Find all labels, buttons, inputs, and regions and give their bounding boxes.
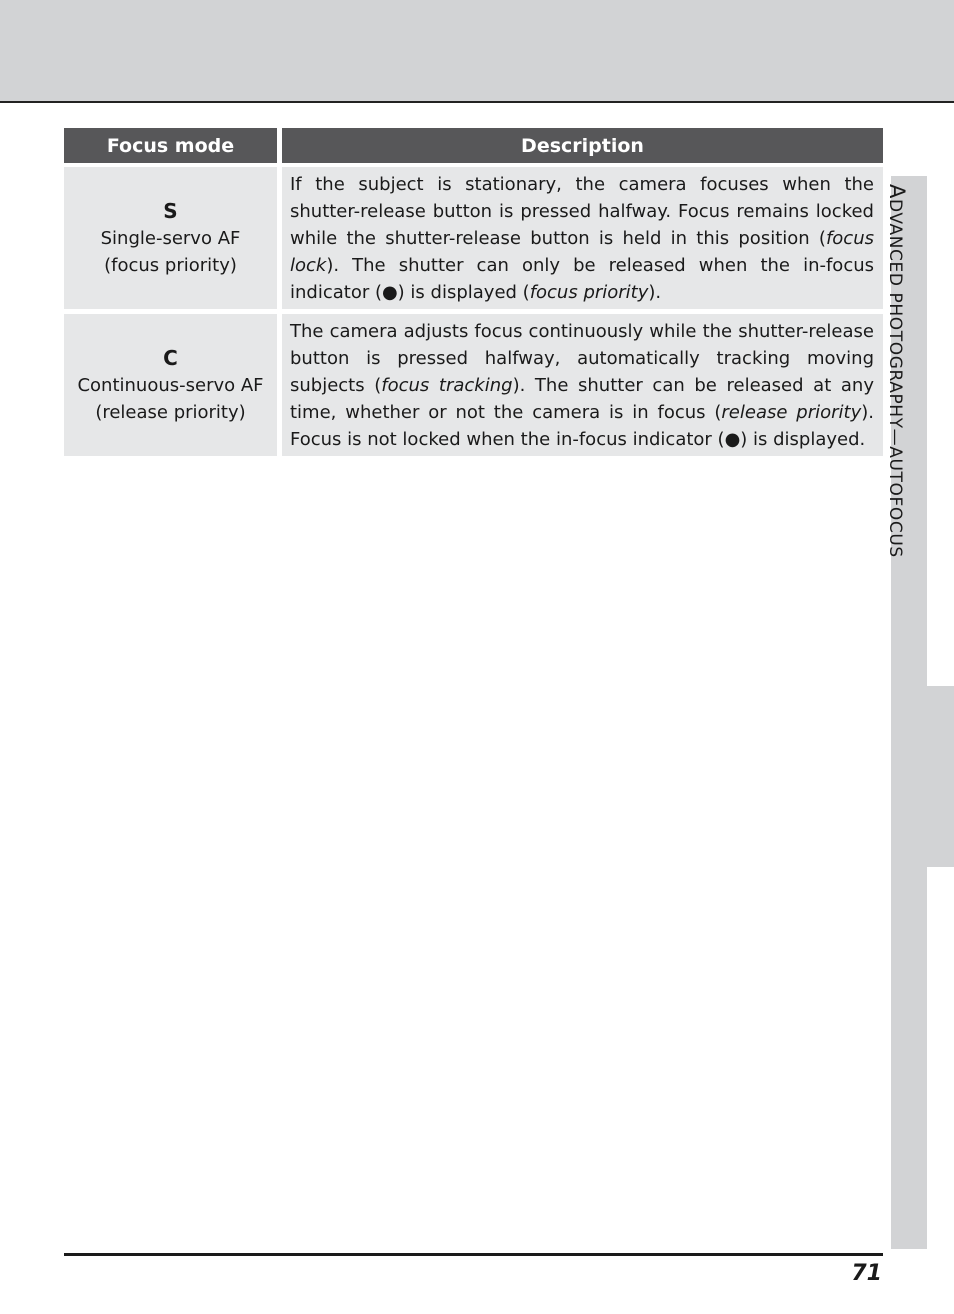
chapter-tab-marker [927, 686, 954, 867]
mode-letter: S [163, 198, 178, 223]
description-text: ). Focus is not locked when the in-focus indicator (●) is displayed. [290, 402, 874, 450]
chapter-title-rest: DVANCED PHOTOGRAPHY—AUTOFOCUS [885, 198, 905, 558]
page-number: 71 [851, 1261, 882, 1286]
mode-cell-continuous-servo [64, 314, 277, 456]
description-term: focus tracking [381, 375, 513, 396]
description-text: ). The shutter can only be released when the in-focus indicator (●) is displayed ( [290, 255, 874, 303]
chapter-title [885, 184, 909, 558]
header-focus-mode: Focus mode [64, 128, 277, 163]
description-term: release priority [721, 402, 862, 423]
description-cell-single-servo [282, 167, 883, 309]
description-term: focus lock [290, 228, 874, 276]
description-text: The camera adjusts focus continuously while the shutter-release button is pressed halfway, automatically tracking moving subjects ( [290, 321, 874, 396]
mode-priority: (release priority) [95, 401, 246, 423]
mode-priority: (focus priority) [104, 254, 237, 276]
description-text: If the subject is stationary, the camera focuses when the shutter-release button is pressed halfway. Focus remains locked while the shutter-release button is held in this position ( [290, 174, 874, 249]
header-description: Description [282, 128, 883, 163]
description-text: ). [648, 282, 662, 303]
chapter-title-initial: A [885, 184, 909, 199]
mode-name: Continuous-servo AF [77, 374, 264, 396]
footer-rule [64, 1253, 883, 1256]
description-cell-continuous-servo [282, 314, 883, 456]
mode-cell-single-servo [64, 167, 277, 309]
mode-name: Single-servo AF [100, 227, 241, 249]
header-band [0, 0, 954, 103]
mode-letter: C [163, 345, 178, 370]
description-term: focus priority [529, 282, 649, 303]
description-text: ). The shutter can be released at any time, whether or not the camera is in focus ( [290, 375, 874, 423]
